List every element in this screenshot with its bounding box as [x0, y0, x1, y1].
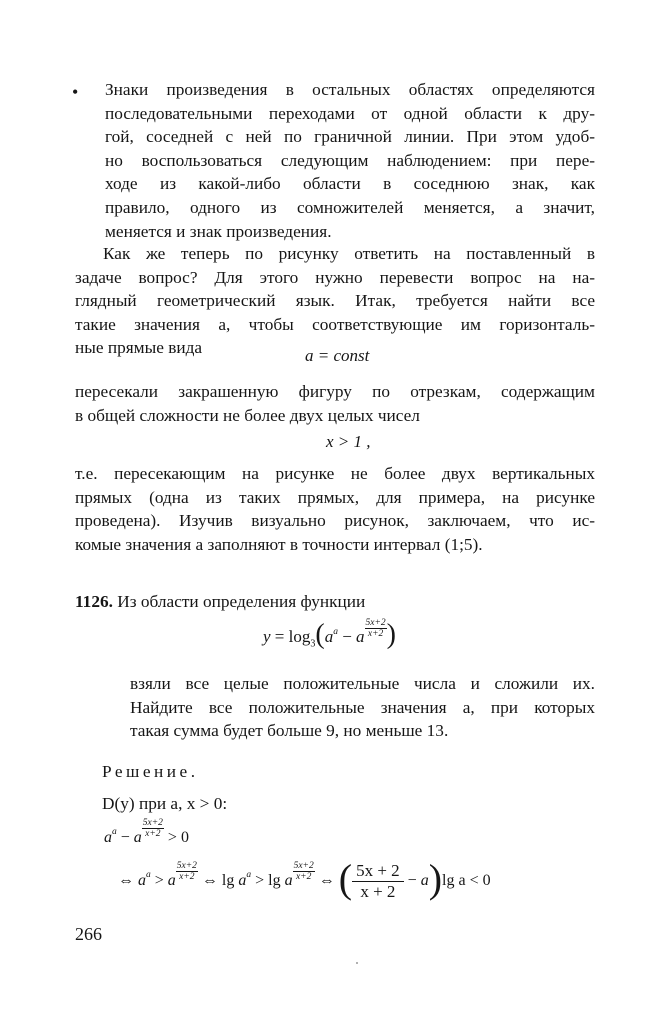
text-line: меняется и знак произведения. [105, 221, 332, 241]
paragraph-3 [75, 380, 595, 427]
text-line: гой, соседней с ней по граничной линии. При этом удоб- [105, 127, 595, 147]
text-line: комые значения a заполняют в точности интервал (1;5). [75, 534, 483, 554]
equation-x-gt-1: x > 1 , [326, 432, 371, 451]
problem-header [75, 590, 595, 614]
inequality-line-1: $a^a - a$ $\frac{5x+2}{x+2}$ > 0 [104, 818, 189, 847]
problem-number: 1126. [75, 592, 113, 611]
text-line: Знаки произведения в остальных областях определяются [105, 80, 595, 99]
text-line: ные прямые вида [75, 338, 203, 358]
text-line: взяли все целые положительные числа и сложили их. [130, 674, 595, 693]
exponent-denominator: x+2 [295, 872, 312, 882]
exponent-fraction [142, 818, 164, 839]
big-fraction-numerator: 5x + 2 [352, 861, 404, 882]
text-line: прямых (одна из таких прямых, для примера, на рисунке [75, 487, 595, 507]
exponent-numerator: 5x+2 [176, 861, 197, 871]
domain-text: D(y) при a, x > 0: [102, 794, 228, 813]
big-fraction-denominator: x + 2 [360, 882, 396, 901]
paragraph-2 [75, 242, 595, 360]
text-line: пересекали закрашенную фигуру по отрезкам, содержащим [75, 382, 595, 401]
paragraph-1 [105, 78, 595, 243]
function-formula: $y = \log_3(a^a - a$ $\frac{5x+2}{x+2}$ ) [263, 617, 396, 650]
exponent-numerator: 5x+2 [293, 861, 314, 871]
exponent-fraction [293, 861, 315, 882]
scan-speck [356, 962, 358, 964]
domain-line [102, 792, 227, 816]
text-line: т.е. пересекающим на рисунке не более двух вертикальных [75, 464, 595, 483]
text-line: проведена). Изучив визуально рисунок, заключаем, что ис- [75, 511, 595, 531]
bullet-marker: • [72, 82, 79, 102]
exponent-fraction [365, 618, 387, 639]
inequality-line-2: ⇔ $a^a > a$ $\frac{5x+2}{x+2}$ ⇔ $\lg a^a > \lg a$ $\frac{5x+2}{x+2}$ ⇔ ( $\frac{5x + 2}{x + 2}$ − a)lg a < 0 [118, 856, 491, 901]
text-line: последовательными переходами от одной области к дру- [105, 103, 595, 123]
exponent-numerator: 5x+2 [142, 818, 163, 828]
exponent-fraction [176, 861, 198, 882]
text-line: такие значения a, чтобы соответствующие им горизонталь- [75, 314, 595, 334]
text-line: в общей сложности не более двух целых чисел [75, 405, 420, 425]
text-line: но воспользоваться следующим наблюдением: при пере- [105, 150, 595, 170]
problem-intro: Из области определения функции [117, 592, 366, 611]
exponent-denominator: x+2 [179, 872, 195, 882]
text-line: такая сумма будет больше 9, но меньше 13. [130, 721, 449, 741]
ineq-tail: > 0 [167, 829, 189, 847]
exponent-numerator: 5x+2 [365, 617, 386, 628]
big-fraction [352, 861, 404, 902]
problem-text [130, 672, 595, 743]
text-line: ходе из какой-либо области в соседнюю знак, как [105, 174, 595, 194]
text-line: задаче вопрос? Для этого нужно перевести вопрос на на- [75, 267, 595, 287]
equation-a-const: a = const [305, 346, 370, 365]
paragraph-4 [75, 462, 595, 556]
ineq-end: lg a < 0 [442, 872, 491, 890]
log-base: 3 [310, 638, 316, 650]
exponent-denominator: x+2 [367, 628, 384, 639]
text-line: Найдите все положительные значения a, при которых [130, 697, 595, 717]
text-line: Как же теперь по рисунку ответить на поставленный в [103, 244, 595, 263]
exponent-denominator: x+2 [145, 829, 161, 839]
solution-heading: Решение. [102, 762, 199, 781]
text-line: правило, одного из сомножителей меняется, а значит, [105, 197, 595, 217]
page-number: 266 [75, 924, 102, 944]
text-line: глядный геометрический язык. Итак, требуется найти все [75, 291, 595, 311]
